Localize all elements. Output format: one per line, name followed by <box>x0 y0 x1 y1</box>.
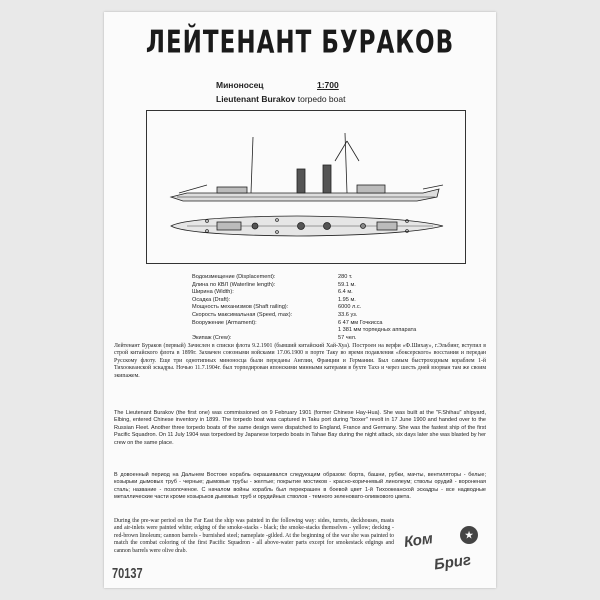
spec-value: 59.1 м. <box>338 281 356 288</box>
spec-value: 280 т. <box>338 274 353 280</box>
spec-row <box>192 274 452 282</box>
spec-value: 57 чел. <box>338 334 357 341</box>
spec-label: Ширина (Width): <box>192 289 234 296</box>
logo-text-top: Ком <box>402 530 434 551</box>
kit-code: 70137 <box>112 566 143 582</box>
spec-label: Вооружение (Armament): <box>192 319 257 326</box>
spec-row <box>192 282 452 290</box>
kombrig-logo <box>396 520 488 582</box>
ship-side-profile <box>171 133 443 201</box>
ship-top-plan <box>171 216 443 236</box>
spec-value: 6 47 мм Гочкисса <box>338 319 383 326</box>
spec-label: Экипаж (Crew): <box>192 334 232 341</box>
spec-value: 1 381 мм торпедных аппарата <box>338 327 417 334</box>
spec-label: Длина по КВЛ (Waterline length): <box>192 281 276 288</box>
vessel-type-en: torpedo boat <box>297 94 346 104</box>
spec-label: Мощность механизмов (Shaft railing): <box>192 304 289 311</box>
logo-star-icon: ★ <box>460 526 478 544</box>
spec-value: 6.4 м. <box>338 289 353 296</box>
ship-drawing <box>147 111 465 263</box>
instruction-sheet <box>104 12 496 588</box>
vessel-subtitle-en <box>216 94 345 104</box>
page-title: ЛЕЙТЕНАНТ БУРАКОВ <box>145 25 455 61</box>
spec-label: Водоизмещение (Displacement): <box>192 274 276 280</box>
spec-value: 1.95 м. <box>338 296 356 303</box>
spec-value: 6000 л.с. <box>338 304 362 311</box>
spec-row <box>192 320 452 328</box>
spec-label: Осадка (Draft): <box>192 296 231 303</box>
spec-row <box>192 312 452 320</box>
spec-row <box>192 304 452 312</box>
paint-scheme-text-ru: В довоенный период на Дальнем Востоке корабль окрашивался следующим образом: борта, башни, рубки, мачты, вентиляторы - белые; козырьки дымовых труб - черные; дымовые трубы - желтые; покрытие мостиков - красно-коричневый линолеум; стволы орудий - вороненая сталь; название - позолоченое. С началом войны корабль был перекрашен в боевой цвет 1-й Тихоокеанской эскадры - все надводные металлические части кроме козырьков дымовых труб и орудийных стволов - темного зеленовато-оливкового цвета. <box>114 472 486 501</box>
spec-row <box>192 297 452 305</box>
ship-drawing-frame <box>146 110 466 264</box>
vessel-name-en: Lieutenant Burakov <box>216 94 296 104</box>
spec-label: Скорость максимальная (Speed, max): <box>192 311 293 318</box>
spec-row <box>192 327 452 335</box>
logo-text-bottom: Бриг <box>432 551 472 574</box>
paint-scheme-text-en: During the pre-war period on the Far East the ship was painted in the following way: sides, turrets, deckhouses, masts and air-inlets were painted white; edging of the smoke-stacks - black; the smoke-stacks themselves - yellow; decking - red-brown linoleum; cannon barrels - burnished steel; nameplate -gilded. At the beginning of the war she was painted to match the combat coloring of the first Pacific Squadron - all above-water parts except for smokestack edgings and cannon barrels were olive drab. <box>114 518 394 554</box>
spec-value: 33.6 уз. <box>338 311 358 318</box>
history-text-ru: Лейтенант Бураков (первый) Зачислен в списки флота 9.2.1901 (бывший китайский Хай-Хуа). Построен на верфи «Ф.Шихау», г.Эльбинг, вступил в строй китайского флота в 1899г. Захвачен союзными войсками 17.06.1900 в порте Таку во время подавления «боксерского» восстания и передан Русскому флоту. Еще три однотипных миноносца были переданы Англии, Франции и Германии. Был самым быстроходным кораблем 1-й Тихоокеанской эскадры. Ночью 11.7.1904г. был торпедирован японскими минными катерами в бухте Тахэ и через шесть дней взорван там же своим экипажем. <box>114 343 486 379</box>
specifications-table <box>192 274 452 342</box>
spec-row <box>192 289 452 297</box>
history-text-en: The Lieutenant Burakov (the first one) was commissioned on 9 February 1901 (former Chinese Hay-Hua). She was built at the "F.Shihau" shipyard, Elbing, entered Chinese inventory in 1899. The torpedo boat was captured in Taku port during "boxer" revolt in 17 June 1900 and handed over to the Russian Fleet. Another three torpedo boats of the same design were dispatched to England, France and Germany. She was the fastest ship of the first Pacific Squadron. On 11 July 1904 was torpedoed by Japanese torpedo boats in Tahae Bay during the night attack, six days later she was blasted by her crew on the same place. <box>114 410 486 446</box>
vessel-type-ru: Миноносец <box>216 80 264 90</box>
spec-row <box>192 335 452 343</box>
scale-label: 1:700 <box>317 80 339 90</box>
